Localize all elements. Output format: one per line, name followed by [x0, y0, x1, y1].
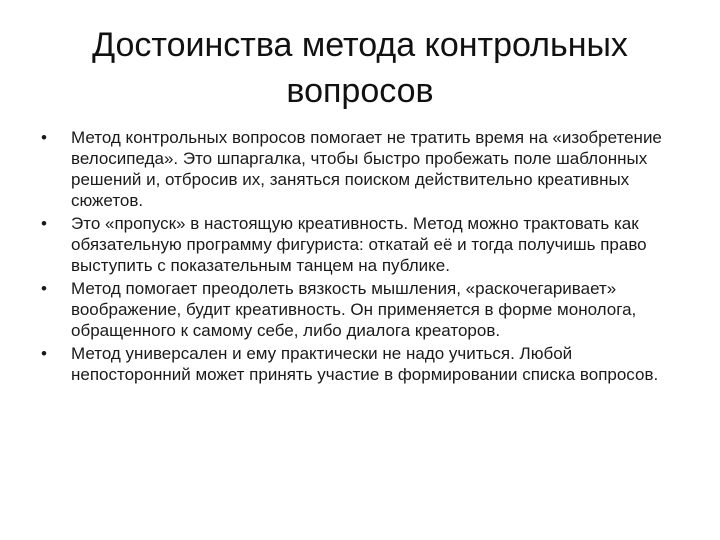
bullet-icon: •	[41, 214, 47, 233]
bullet-text: Это «пропуск» в настоящую креативность. Метод можно трактовать как обязательную программу фигуриста: откатай её и тогда получишь право выступить с показательным танцем на публике.	[71, 214, 647, 275]
bullet-text: Метод контрольных вопросов помогает не тратить время на «изобретение велосипеда». Это шпаргалка, чтобы быстро пробежать поле шаблонных решений и, отбросив их, заняться поиском действительно креативных сюжетов.	[71, 128, 662, 210]
bullet-text: Метод универсален и ему практически не надо учиться. Любой непосторонний может принять участие в формировании списка вопросов.	[71, 344, 659, 384]
bullet-item	[40, 278, 680, 341]
bullet-text: Метод помогает преодолеть вязкость мышления, «раскочегаривает» воображение, будит креативность. Он применяется в форме монолога, обращенного к самому себе, либо диалога креаторов.	[71, 279, 637, 340]
bullet-item	[40, 213, 680, 276]
bullet-icon: •	[41, 128, 47, 147]
bullet-item	[40, 343, 680, 385]
bullet-icon: •	[41, 279, 47, 298]
bullet-item	[40, 127, 680, 211]
slide-title: Достоинства метода контрольных вопросов	[92, 26, 628, 110]
bullet-list	[40, 127, 680, 387]
bullet-icon: •	[41, 344, 47, 363]
